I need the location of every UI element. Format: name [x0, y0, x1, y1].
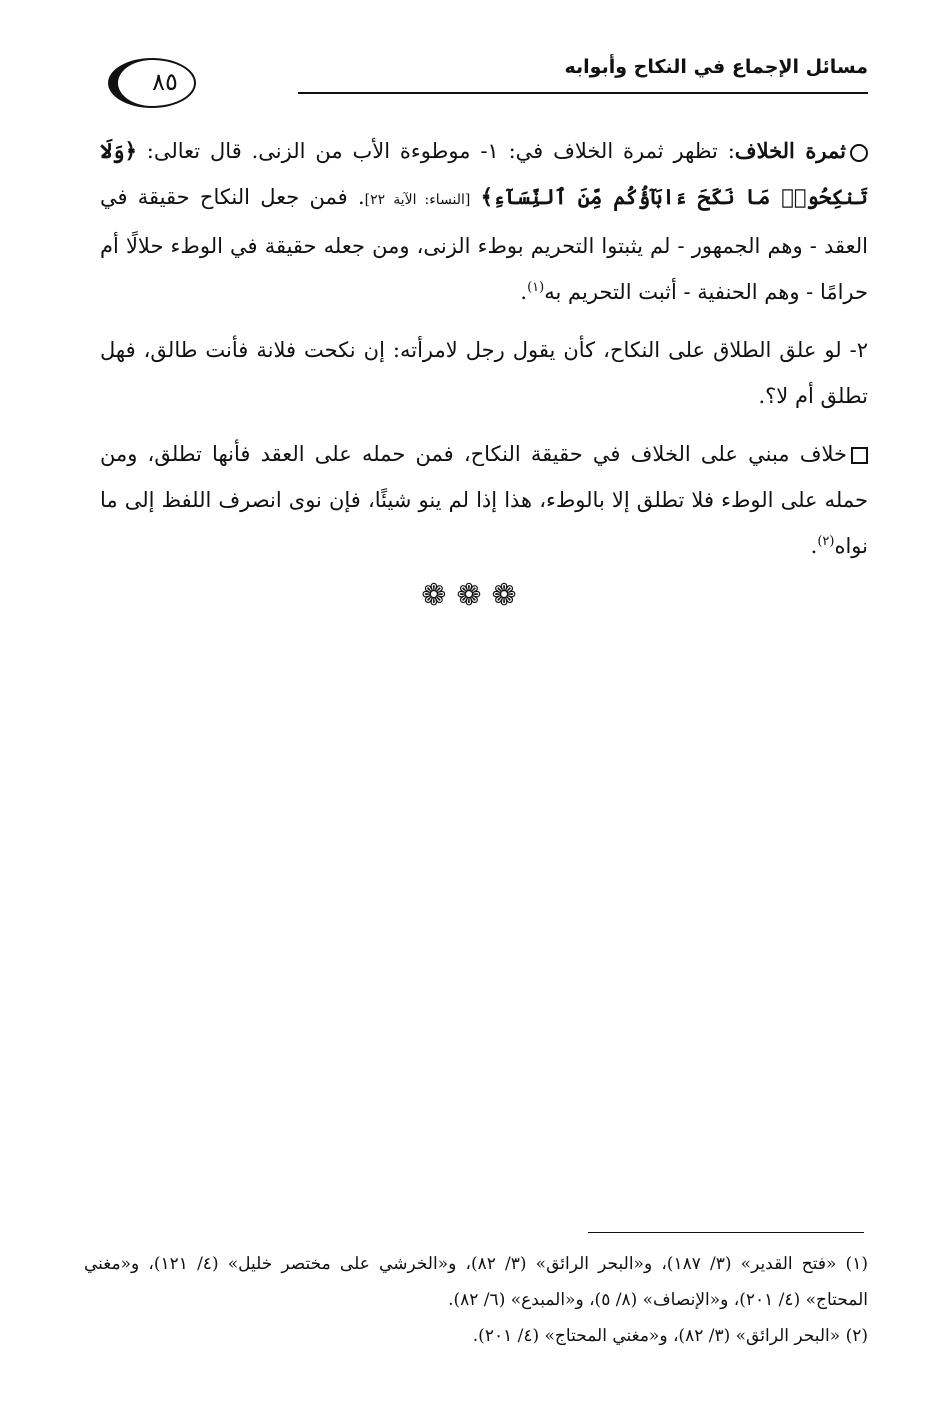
para-end: .	[810, 534, 818, 558]
footnote-marker: (١)	[527, 280, 545, 295]
paragraph-ruling	[100, 431, 868, 569]
para-text: . فمن جعل النكاح حقيقة في العقد - وهم الجمهور - لم يثبتوا التحريم بوطء الزنى، ومن جعله حقيقة في الوطء حلالًا أم حرامًا - وهم الحنفية - أثبت التحريم به	[100, 185, 868, 304]
footnote-1: (١) «فتح القدير» (٣/ ١٨٧)، و«البحر الرائق» (٣/ ٨٢)، و«الخرشي على مختصر خليل» (٤/ ١٢١)، و«مغني المحتاج» (٤/ ٢٠١)، و«الإنصاف» (٨/ ٥)، و«المبدع» (٦/ ٨٢).	[84, 1254, 868, 1310]
main-text	[100, 128, 868, 581]
page-header	[108, 48, 868, 108]
verse-reference: [النساء: الآية ٢٢]	[364, 192, 471, 208]
quran-verse: ﴿وَلَا تَنكِحُوا۟ مَا نَكَحَ ءَابَآؤُكُم مِّنَ ٱلنِّسَآءِ﴾	[100, 138, 868, 209]
footnotes	[84, 1246, 868, 1354]
paragraph-conditional-divorce	[100, 327, 868, 419]
header-rule	[298, 92, 868, 94]
para-text: ٢- لو علق الطلاق على النكاح، كأن يقول رجل لامرأته: إن نكحت فلانة فأنت طالق، فهل تطلق أم لا؟.	[100, 338, 868, 408]
para-end: .	[520, 280, 528, 304]
paragraph-fruit-of-dispute	[100, 128, 868, 315]
running-title: مسائل الإجماع في النكاح وأبوابه	[564, 56, 868, 78]
footnote-2: (٢) «البحر الرائق» (٣/ ٨٢)، و«مغني المحتاج» (٤/ ٢٠١).	[472, 1326, 868, 1346]
section-separator-stars: ❁❁❁	[421, 578, 527, 613]
circle-bullet-icon	[850, 144, 868, 162]
footnote-rule	[588, 1232, 864, 1233]
para-lead-heading: ثمرة الخلاف	[734, 138, 846, 163]
para-text: : تظهر ثمرة الخلاف في: ١- موطوءة الأب من الزنى. قال تعالى:	[136, 139, 735, 163]
square-bullet-icon	[851, 447, 868, 464]
page-number: ٨٥	[152, 68, 178, 96]
footnote-marker: (٢)	[817, 534, 835, 549]
para-text: خلاف مبني على الخلاف في حقيقة النكاح، فمن حمله على العقد فأنها تطلق، ومن حمله على الوطء فلا تطلق إلا بالوطء، هذا إذا لم ينو شيئًا، فإن نوى انصرف اللفظ إلى ما نواه	[100, 442, 868, 558]
